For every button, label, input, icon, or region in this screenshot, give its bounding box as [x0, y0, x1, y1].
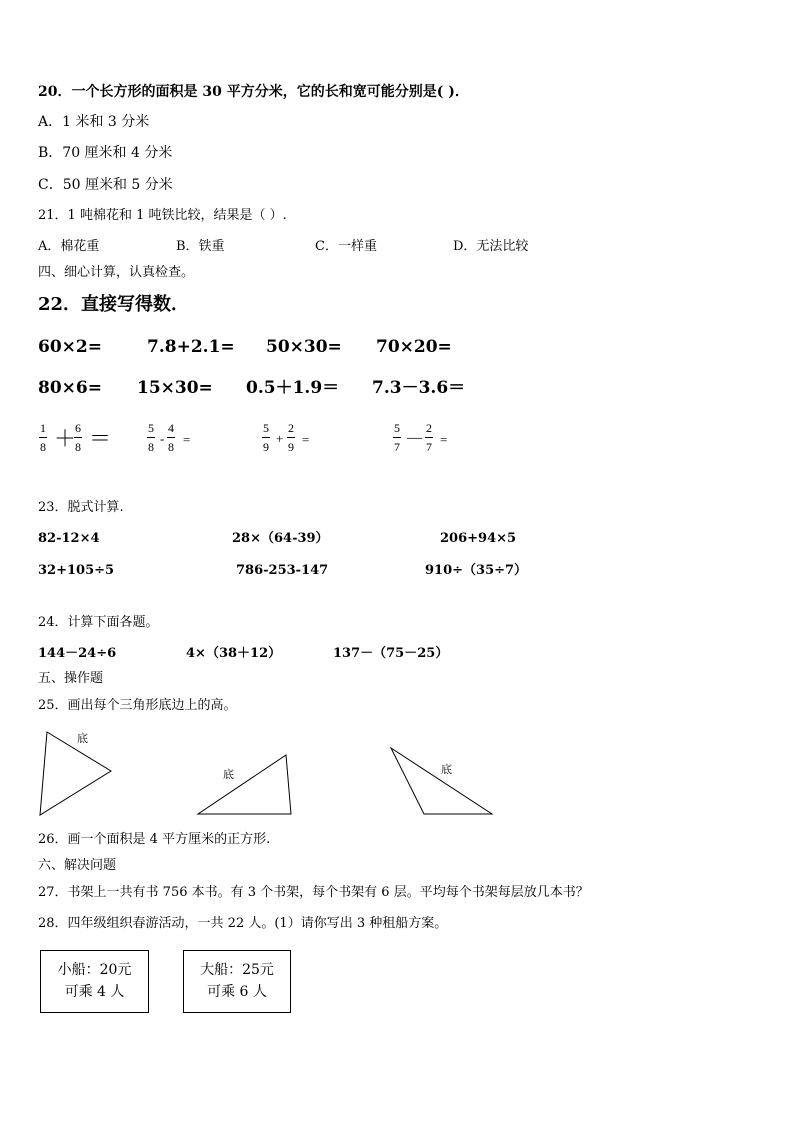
- q25-triangles: [0, 720, 794, 825]
- section-6-heading: 六、解决问题: [38, 858, 117, 873]
- fraction-2-op: -: [160, 431, 165, 446]
- fraction-5-9: 5 9: [263, 421, 269, 454]
- q22-row2-item4: 7.3－3.6＝: [372, 378, 466, 398]
- q20-option-a: A．1 米和 3 分米: [38, 114, 150, 130]
- fraction-3-op: +: [276, 431, 284, 446]
- fraction-1-8: 1 8: [40, 421, 46, 454]
- q23-stem: 23．脱式计算.: [38, 500, 124, 515]
- fraction-2-equals: =: [183, 432, 191, 447]
- q23-row2-item1: 32+105÷5: [38, 563, 115, 578]
- q23-row1-item1: 82-12×4: [38, 531, 100, 546]
- q21-option-d: D．无法比较: [453, 239, 529, 254]
- fraction-4-8: 4 8: [168, 421, 174, 454]
- q28-stem: 28．四年级组织春游活动，一共 22 人。(1）请你写出 3 种租船方案。: [38, 916, 448, 931]
- triangle-1: [40, 731, 111, 815]
- q22-row1-item3: 50×30=: [266, 337, 342, 357]
- big-boat-price: 大船：25元: [200, 962, 274, 978]
- q21-option-c: C．一样重: [315, 239, 377, 254]
- q22-row2-item3: 0.5＋1.9＝: [246, 378, 340, 398]
- section-4-heading: 四、细心计算，认真检查。: [38, 265, 195, 280]
- triangle-1-base-label: 底: [77, 732, 88, 745]
- small-boat-price: 小船：20元: [57, 962, 132, 978]
- fraction-2-7: 2 7: [426, 421, 432, 454]
- fraction-5-7: 5 7: [394, 421, 400, 454]
- q24-item2: 4×（38＋12）: [186, 646, 282, 661]
- triangle-2: [198, 755, 291, 814]
- q22-row1-item1: 60×2=: [38, 337, 102, 357]
- q22-row2-item1: 80×6=: [38, 378, 102, 398]
- fraction-5-8: 5 8: [148, 421, 154, 454]
- big-boat-capacity: 可乘 6 人: [207, 984, 267, 1000]
- triangle-2-base-label: 底: [223, 768, 234, 781]
- fraction-1-op: ＋: [54, 426, 77, 451]
- small-boat-capacity: 可乘 4 人: [64, 984, 125, 1000]
- fraction-4-equals: =: [440, 432, 448, 447]
- fraction-1-equals: ＝: [89, 426, 112, 451]
- section-5-heading: 五、操作题: [38, 671, 104, 686]
- fraction-4-op: —: [407, 430, 422, 446]
- q26-stem: 26．画一个面积是 4 平方厘米的正方形.: [38, 832, 271, 847]
- q24-item1: 144－24÷6: [38, 646, 117, 661]
- q24-item3: 137－（75－25）: [333, 646, 449, 661]
- q20-option-b: B．70 厘米和 4 分米: [38, 145, 173, 161]
- q22-row1-item2: 7.8+2.1=: [147, 337, 235, 357]
- q24-stem: 24．计算下面各题。: [38, 615, 159, 630]
- fraction-6-8: 6 8: [75, 421, 81, 454]
- q25-stem: 25．画出每个三角形底边上的高。: [38, 698, 237, 713]
- fraction-2-9: 2 9: [288, 421, 294, 454]
- q23-row2-item2: 786-253-147: [236, 563, 329, 578]
- q20-option-c: C．50 厘米和 5 分米: [38, 177, 173, 193]
- q23-row1-item2: 28×（64-39）: [232, 531, 329, 546]
- q21-stem: 21．1 吨棉花和 1 吨铁比较，结果是（ ）.: [38, 208, 287, 223]
- small-boat-card: [40, 950, 149, 1013]
- q22-row2-item2: 15×30=: [137, 378, 213, 398]
- triangle-3: [391, 748, 492, 814]
- q20-stem: 20．一个长方形的面积是 30 平方分米，它的长和宽可能分别是( )．: [38, 84, 469, 100]
- q21-option-b: B．铁重: [176, 239, 225, 254]
- q22-row1-item4: 70×20=: [376, 337, 452, 357]
- big-boat-card: [183, 950, 291, 1013]
- q23-row2-item3: 910÷（35÷7）: [425, 563, 528, 578]
- q22-stem: 22．直接写得数．: [38, 294, 190, 315]
- triangle-3-base-label: 底: [441, 763, 452, 776]
- fraction-3-equals: =: [302, 432, 310, 447]
- q23-row1-item3: 206+94×5: [440, 531, 517, 546]
- q21-option-a: A．棉花重: [38, 239, 100, 254]
- q27-stem: 27．书架上一共有书 756 本书。有 3 个书架，每个书架有 6 层。平均每个书架每层放几本书？: [38, 885, 589, 900]
